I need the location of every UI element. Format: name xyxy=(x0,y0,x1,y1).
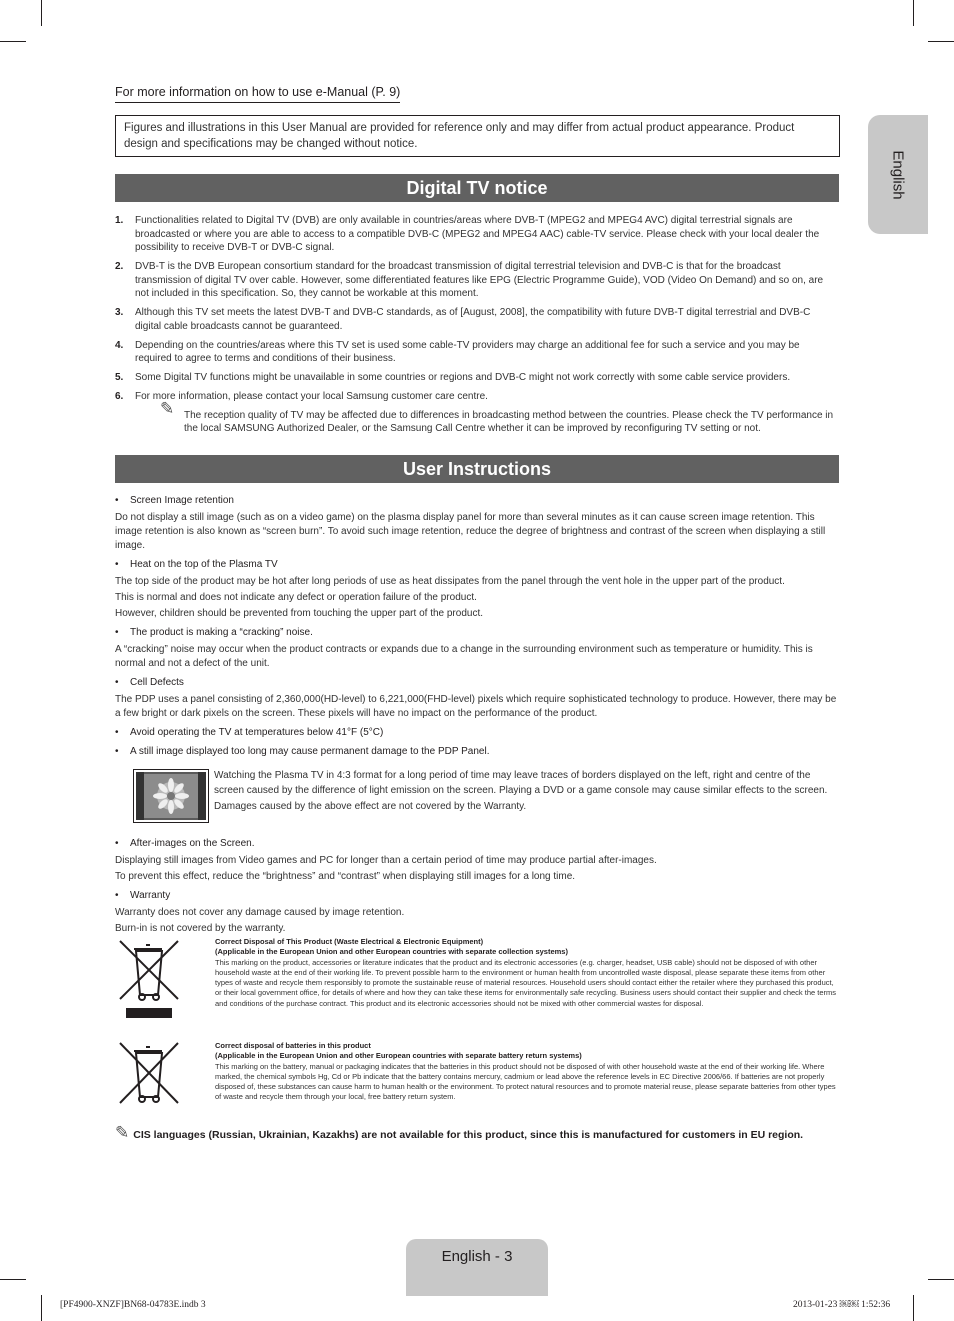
list-item xyxy=(115,260,837,301)
language-tab-label: English xyxy=(889,150,907,200)
list-text: Functionalities related to Digital TV (DVB) are only available in countries/areas where DVB-T (MPEG2 and MPEG4 AVC) digital terrestrial signals are broadcasted or where you are able to access to a compatible DVB-C (MPEG2 and MPEG4 AAC) cable-TV service. Please check with your local dealer the possibility to receive DVB-T or DVB-C signal. xyxy=(135,215,820,254)
crop-mark xyxy=(928,41,954,42)
list-number: 3. xyxy=(115,307,124,319)
bullet-heading: • The product is making a “cracking” noise. xyxy=(115,626,837,640)
crossed-bin-icon xyxy=(118,1041,182,1107)
tv-flower-illustration xyxy=(133,769,209,823)
paragraph: Do not display a still image (such as on a video game) on the plasma display panel for more than several minutes as it can cause screen image retention. This image retention is also known as “screen burn”. To avoid such image retention, reduce the degree of brightness and contrast of the screen when displaying a still image. xyxy=(115,512,826,551)
list-number: 4. xyxy=(115,339,124,351)
section-title-digital-tv: Digital TV notice xyxy=(115,174,839,202)
bullet-heading: • After-images on the Screen. xyxy=(115,837,837,851)
user-instructions-content xyxy=(115,494,837,938)
bullet-heading: • A still image displayed too long may cause permanent damage to the PDP Panel. xyxy=(115,745,837,759)
list-text: Some Digital TV functions might be unavailable in some countries or regions and DVB-C might not work correctly with some cable service providers. xyxy=(135,372,791,384)
page-number-tab xyxy=(406,1239,548,1296)
paragraph: This is normal and does not indicate any defect or operation failure of the product. xyxy=(115,592,477,603)
cis-note-text: CIS languages (Russian, Ukrainian, Kazakhs) are not available for this product, since this is manufactured for customers in EU region. xyxy=(133,1129,804,1141)
footer-timestamp: 2013-01-23 ￼￼ 1:52:36 xyxy=(793,1300,891,1310)
bullet-heading: • Warranty xyxy=(115,889,837,903)
language-side-tab xyxy=(868,115,928,234)
crop-mark xyxy=(41,1295,42,1321)
emanual-link[interactable]: For more information on how to use e-Manual (P. 9) xyxy=(115,85,400,103)
weee-text xyxy=(215,937,838,1009)
weee-disposal-block xyxy=(118,937,838,1023)
paragraph: Warranty does not cover any damage caused by image retention. xyxy=(115,907,405,918)
list-item xyxy=(115,306,837,333)
paragraph: Displaying still images from Video games and PC for longer than a certain period of time may produce partial after-images. xyxy=(115,855,657,866)
list-number: 5. xyxy=(115,372,124,384)
bullet-heading: • Screen Image retention xyxy=(115,494,837,508)
paragraph: Damages caused by the above effect are not covered by the Warranty. xyxy=(214,801,527,812)
still-image-illustration-row xyxy=(115,769,837,829)
battery-body: This marking on the battery, manual or packaging indicates that the batteries in this product should not be disposed of with other household waste at the end of their working life. Where marked, the chemical symbols Hg, Cd or Pb indicate that the battery contains mercury, cadmium or lead above the reference levels in EC Directive 2006/66. If batteries are not properly disposed of, these substances can cause harm to human health or the environment. To protect natural resources and to promote material reuse, please separate batteries from other types of waste and recycle them through your local, free battery return system. xyxy=(215,1061,836,1102)
list-number: 2. xyxy=(115,261,124,273)
paragraph: Watching the Plasma TV in 4:3 format for a long period of time may leave traces of borders displayed on the left, right and centre of the screen caused by the difference of light emission on the screen. Playing a DVD or a game console may cause similar effects to the screen. xyxy=(214,770,828,796)
list-text: Although this TV set meets the latest DVB-T and DVB-C standards, as of [August, 2008], the compatibility with future DVB-T digital terrestrial and DVB-C digital cable broadcasts cannot be guaranteed. xyxy=(135,307,811,332)
reception-note xyxy=(135,398,837,436)
tv-screen-image xyxy=(136,772,206,820)
list-text: Depending on the countries/areas where this TV set is used some cable-TV providers may charge an additional fee for such a service and you may be required to agree to terms and conditions of their business. xyxy=(135,339,800,365)
still-image-description xyxy=(214,769,834,815)
cis-languages-note xyxy=(115,1123,837,1143)
list-item xyxy=(115,214,837,255)
battery-text xyxy=(215,1041,838,1103)
paragraph: To prevent this effect, reduce the “brightness” and “contrast” when displaying still images for a long time. xyxy=(115,871,576,882)
list-text: For more information, please contact your local Samsung customer care centre. xyxy=(135,391,488,403)
list-item xyxy=(115,390,837,436)
weee-subtitle: (Applicable in the European Union and other European countries with separate collection systems) xyxy=(215,947,568,957)
list-number: 6. xyxy=(115,391,124,403)
paragraph: The PDP uses a panel consisting of 2,360,000(HD-level) to 6,221,000(FHD-level) pixels which require sophisticated technology to produce. However, there may be a few bright or dark pixels on the screen. These pixels will have no impact on the performance of the product. xyxy=(115,694,837,719)
paragraph: The top side of the product may be hot after long periods of use as heat dissipates from the panel through the vent hole in the upper part of the product. xyxy=(115,576,785,587)
battery-title: Correct disposal of batteries in this product xyxy=(215,1041,371,1050)
bullet-heading: • Cell Defects xyxy=(115,676,837,690)
list-item xyxy=(115,339,837,366)
pencil-note-icon: ✎ xyxy=(160,398,175,419)
pencil-note-icon: ✎ xyxy=(115,1123,130,1143)
crop-mark xyxy=(913,1295,914,1321)
crop-mark xyxy=(0,1279,26,1280)
digital-tv-notice-list xyxy=(115,214,837,441)
crop-mark xyxy=(913,0,914,26)
battery-disposal-block xyxy=(118,1041,838,1109)
weee-body: This marking on the product, accessories or literature indicates that the product and its electronic accessories (e.g. charger, headset, USB cable) should not be disposed of with other household waste at the end of their working life. To prevent possible harm to the environment or human health from uncontrolled waste disposal, please separate these items from other types of waste and recycle them responsibly to promote the sustainable reuse of material resources. Household users should contact either the retailer where they purchased this product, or their local government office, for details of where and how they can take these items for environmentally safe recycling. Business users should contact their supplier and check the terms and conditions of the purchase contract. This product and its electronic accessories should not be mixed with other commercial wastes for disposal. xyxy=(215,957,837,1008)
crossed-bin-icon xyxy=(118,937,182,1021)
list-number: 1. xyxy=(115,215,124,226)
disclaimer-box: Figures and illustrations in this User Manual are provided for reference only and may differ from actual product appearance. Product design and specifications may be changed without notice. xyxy=(115,115,840,157)
note-text: The reception quality of TV may be affected due to differences in broadcasting method between the countries. Please check the TV performance in the local SAMSUNG Authorized Dealer, or the Samsung Call Centre whether it can be improved by reconfiguring TV setting or not. xyxy=(184,409,834,435)
paragraph: Burn-in is not covered by the warranty. xyxy=(115,923,286,934)
battery-subtitle: (Applicable in the European Union and other European countries with separate battery return systems) xyxy=(215,1051,582,1061)
bullet-heading: • Heat on the top of the Plasma TV xyxy=(115,558,837,572)
crop-mark xyxy=(41,0,42,26)
section-title-user-instructions: User Instructions xyxy=(115,455,839,483)
list-item xyxy=(115,371,837,385)
footer-file-name: [PF4900-XNZF]BN68-04783E.indb 3 xyxy=(60,1300,206,1310)
list-text: DVB-T is the DVB European consortium standard for the broadcast transmission of digital terrestrial television and DVB-C is that for the broadcast transmission of digital TV over cable. However, some differentiated features like EPG (Electric Programme Guide), VOD (Video On Demand) and so on, are not included in this specification. So, they cannot be workable at this moment. xyxy=(135,261,824,300)
bullet-heading: • Avoid operating the TV at temperatures below 41°F (5°C) xyxy=(115,726,837,740)
paragraph: However, children should be prevented from touching the upper part of the product. xyxy=(115,608,484,619)
crop-mark xyxy=(928,1279,954,1280)
page-number: English - 3 xyxy=(441,1248,513,1265)
crop-mark xyxy=(0,41,26,42)
weee-title: Correct Disposal of This Product (Waste Electrical & Electronic Equipment) xyxy=(215,937,484,946)
paragraph: A “cracking” noise may occur when the product contracts or expands due to a change in the surrounding environment such as temperature or humidity. This is normal and not a defect of the unit. xyxy=(115,644,813,669)
